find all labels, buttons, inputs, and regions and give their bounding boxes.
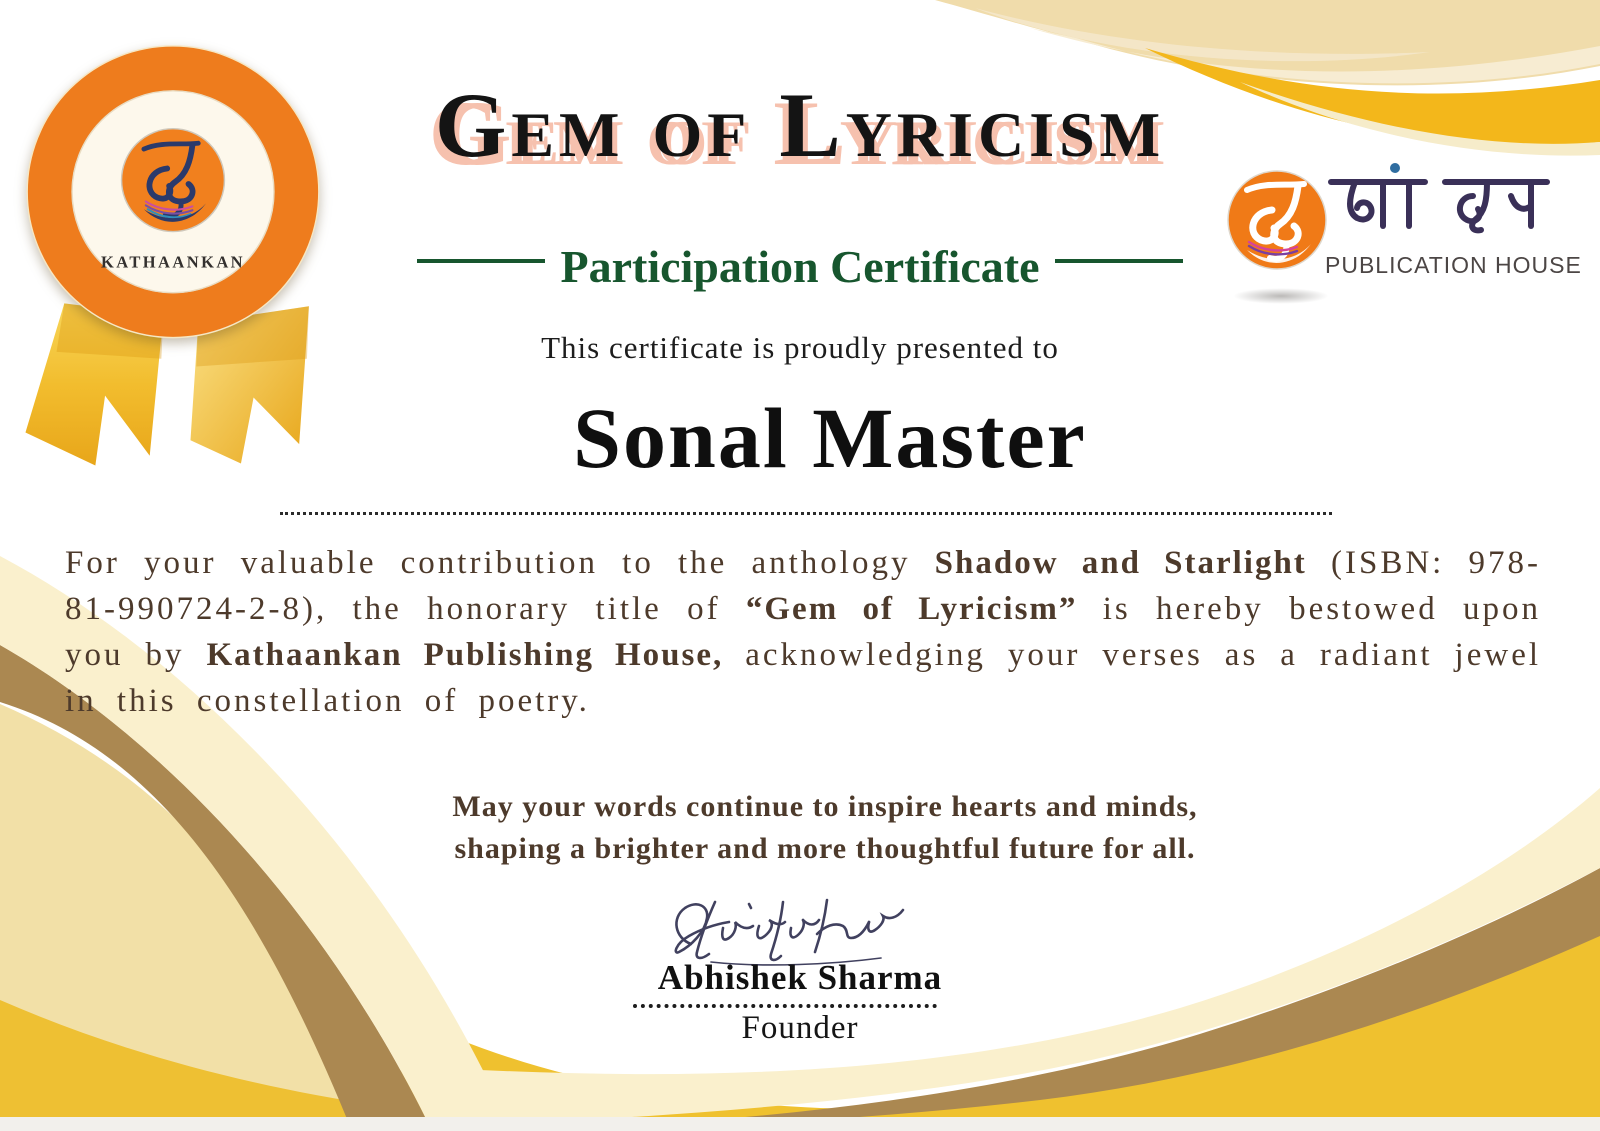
quote-line-1: May your words continue to inspire hearts and minds, (452, 790, 1198, 823)
subtitle-left-rule (417, 259, 545, 263)
founder-role: Founder (741, 1010, 859, 1046)
closing-quote (40, 786, 1600, 870)
certificate-title: Gem of Lyricism (434, 74, 1166, 176)
recipient-dotted-rule (280, 478, 1332, 515)
badge-organization-label: Kathaankan (100, 252, 246, 272)
founder-name: Abhishek Sharma (657, 958, 943, 997)
quote-line-2: shaping a brighter and more thoughtful future for all. (454, 832, 1196, 865)
recipient-name: Sonal Master (573, 390, 1087, 486)
certificate-subtitle: Participation Certificate (560, 241, 1040, 292)
subtitle-row (15, 240, 1585, 293)
presented-to-line: This certificate is proudly presented to (541, 330, 1059, 365)
subtitle-right-rule (1055, 259, 1183, 263)
publication-house-tagline: PUBLICATION HOUSE (1325, 252, 1582, 278)
founder-dotted-rule (633, 972, 937, 1008)
citation-paragraph: For your valuable contribution to the anthology Shadow and Starlight (ISBN: 978-81-990724-2-8), the honorary title of “Gem of Lyricism” is hereby bestowed upon you by Kathaankan Publishing House, acknowledging your verses as a radiant jewel in this constellation of poetry. (65, 545, 1542, 719)
